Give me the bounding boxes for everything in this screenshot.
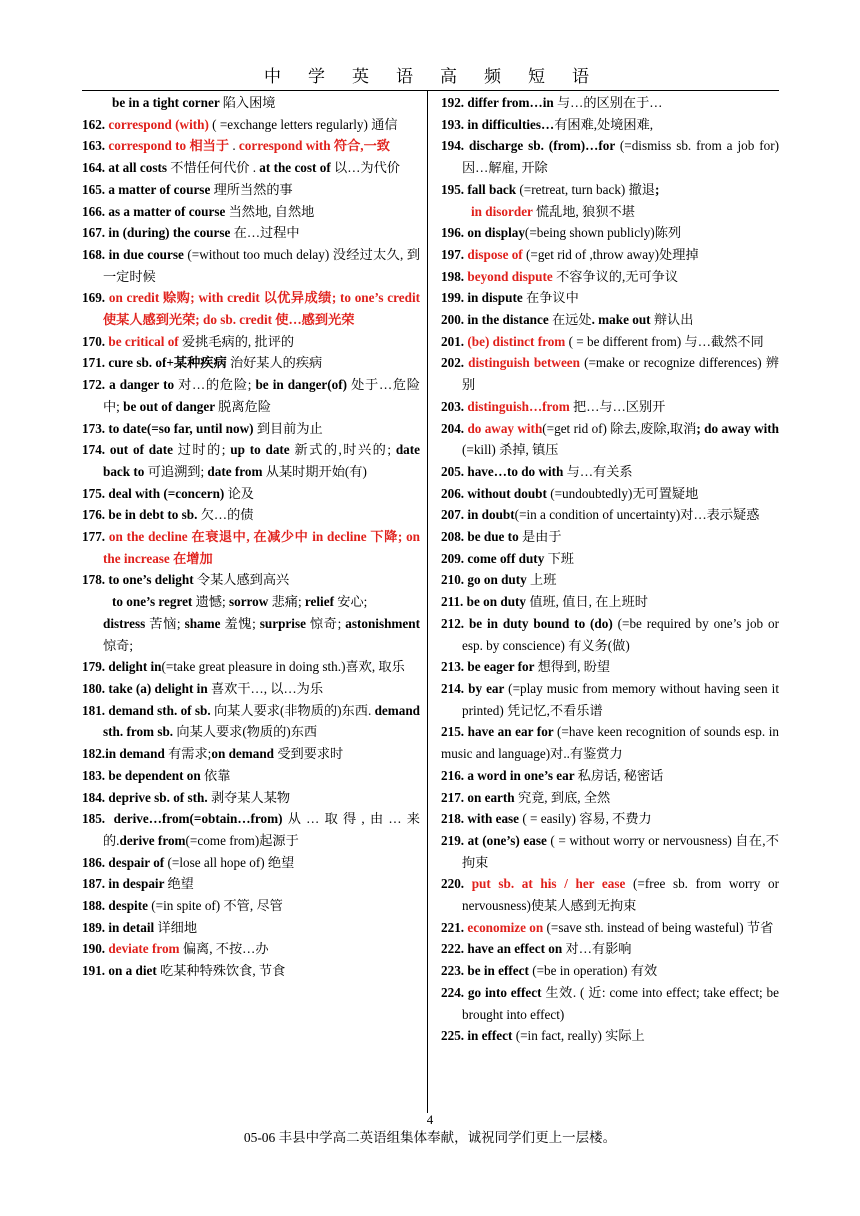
phrase-term: 186. despair of	[82, 854, 168, 870]
phrase-entry	[82, 591, 420, 613]
phrase-entry	[82, 244, 420, 287]
phrase-term: 199. in dispute	[441, 290, 527, 306]
phrase-term: 215. have an ear for	[441, 724, 558, 740]
phrase-highlight: in disorder	[471, 203, 536, 219]
phrase-entry	[441, 656, 779, 678]
phrase-term: 224. go into effect	[441, 984, 546, 1000]
phrase-entry	[82, 504, 420, 526]
phrase-term: 196. on display	[441, 225, 525, 241]
phrase-meaning: (=without too much delay) 没经过太久, 到一定时候	[103, 246, 421, 284]
phrase-meaning: (=get rid of) 除去,废除,取消	[542, 420, 697, 436]
phrase-highlight: on credit 赊购; with credit 以优异成绩; to one’s credit 使某人感到光荣; do sb. credit 使…感到光荣	[103, 290, 421, 328]
phrase-meaning: 辩认出	[653, 312, 694, 328]
phrase-entry	[82, 114, 420, 136]
phrase-term: 216. a word in one’s ear	[441, 767, 578, 783]
phrase-meaning: 生效. ( 近: come into effect; take effect; be brought into effect)	[462, 984, 780, 1022]
phrase-entry	[82, 92, 420, 114]
phrase-highlight: (be) distinct from	[467, 333, 569, 349]
phrase-meaning: 值班, 值日, 在上班时	[529, 594, 648, 610]
phrase-term: 163.	[82, 138, 109, 154]
phrase-entry	[441, 179, 779, 201]
phrase-meaning: 有困难,处境困难,	[554, 116, 654, 132]
phrase-meaning: (=lose all hope of) 绝望	[167, 854, 295, 870]
phrase-term: date back to	[103, 442, 421, 479]
phrase-meaning: (=take great pleasure in doing sth.)喜欢, 取乐	[161, 659, 405, 675]
phrase-highlight: be critical of	[108, 333, 182, 349]
page-number: 4	[426, 1112, 434, 1127]
phrase-list-left	[82, 92, 420, 982]
phrase-entry	[82, 135, 420, 157]
phrase-meaning: 是由于	[521, 529, 562, 545]
phrase-meaning: 剥夺某人某物	[210, 789, 291, 805]
phrase-term: 171. cure sb. of+某种疾病	[82, 355, 230, 371]
phrase-term: 183. be dependent on	[82, 767, 205, 783]
phrase-term: 164. at all costs	[82, 160, 171, 176]
phrase-term: be out of danger	[123, 398, 219, 414]
phrase-term: at the cost of	[259, 160, 335, 176]
phrase-term: 185. derive…from(=obtain…from)	[82, 811, 283, 827]
phrase-meaning: 在…过程中	[233, 225, 300, 241]
phrase-entry	[82, 917, 420, 939]
phrase-meaning: 喜欢干…, 以…为乐	[210, 680, 324, 696]
footer-note: 05-06 丰县中学高二英语组集体奉献，诚祝同学们更上一层楼。	[243, 1130, 617, 1145]
phrase-entry	[82, 157, 420, 179]
phrase-meaning: (=kill) 杀掉, 镇压	[462, 442, 559, 458]
phrase-meaning: (=free sb. from worry or nervousness)使某人感到无拘束	[462, 876, 779, 914]
phrase-term: 222. have an effect on	[441, 941, 566, 957]
phrase-meaning: 处于…危险中;	[103, 377, 420, 414]
phrase-meaning: .	[229, 138, 239, 154]
phrase-meaning: (=in a condition of uncertainty)对…表示疑惑	[514, 507, 760, 523]
phrase-entry	[82, 222, 420, 244]
phrase-entry	[441, 244, 779, 266]
phrase-highlight: 在增加	[173, 550, 213, 566]
phrase-meaning: 受到要求时	[277, 746, 344, 762]
phrase-entry	[82, 483, 420, 505]
phrase-entry	[441, 982, 779, 1025]
phrase-term: 188. despite	[82, 898, 152, 914]
phrase-term: 221.	[441, 919, 468, 935]
phrase-highlight: on the decline	[108, 529, 192, 545]
phrase-highlight: distinguish between	[468, 355, 585, 371]
phrase-entry	[441, 787, 779, 809]
phrase-term: . make out	[591, 312, 654, 328]
phrase-meaning: ( =exchange letters regularly) 通信	[212, 116, 398, 132]
phrase-highlight: 在衰退中, 在减少中 in decline	[191, 529, 371, 545]
phrase-term: 201.	[441, 333, 468, 349]
phrase-term: ;	[655, 181, 660, 197]
phrase-term: 162.	[82, 116, 109, 132]
phrase-highlight: put sb. at his / her ease	[471, 876, 633, 892]
phrase-entry	[441, 504, 779, 526]
phrase-term: 175. deal with (=concern)	[82, 485, 228, 501]
phrase-meaning: 向某人要求(非物质的)东西.	[213, 702, 375, 718]
phrase-term: 182.in demand	[82, 746, 169, 762]
phrase-term: 195. fall back	[441, 181, 520, 197]
phrase-term: 213. be eager for	[441, 659, 538, 675]
phrase-entry	[82, 439, 420, 482]
phrase-entry	[82, 352, 420, 374]
phrase-term: 208. be due to	[441, 529, 522, 545]
phrase-term: 181. demand sth. of sb.	[82, 702, 214, 718]
phrase-entry	[441, 569, 779, 591]
phrase-entry	[441, 938, 779, 960]
phrase-meaning: 依靠	[204, 767, 231, 783]
phrase-entry	[441, 873, 779, 916]
phrase-term: 184. deprive sb. of sth.	[82, 789, 211, 805]
phrase-entry	[82, 938, 420, 960]
phrase-entry	[441, 613, 779, 656]
phrase-meaning: (=in fact, really) 实际上	[515, 1028, 645, 1044]
phrase-entry	[82, 678, 420, 700]
phrase-meaning: (=have keen recognition of sounds esp. in music and language)对..有鉴赏力	[441, 724, 780, 762]
phrase-term: 193. in difficulties…	[441, 116, 555, 132]
phrase-term: 217. on earth	[441, 789, 518, 805]
phrase-meaning: (=come from)起源于	[185, 832, 299, 848]
phrase-entry	[441, 591, 779, 613]
phrase-meaning: 论及	[227, 485, 254, 501]
phrase-meaning: 从某时期开始(有)	[265, 463, 367, 479]
phrase-term: 179. delight in	[82, 659, 162, 675]
phrase-entry	[441, 352, 779, 395]
phrase-term: 180. take (a) delight in	[82, 680, 211, 696]
phrase-highlight: 符合,一致	[333, 138, 390, 154]
phrase-entry	[82, 765, 420, 787]
phrase-term: 209. come off duty	[441, 550, 548, 566]
phrase-term: shame	[184, 615, 225, 631]
phrase-entry	[441, 678, 779, 721]
phrase-term: 177.	[82, 529, 109, 545]
phrase-term: date from	[207, 463, 266, 479]
phrase-term: 223. be in effect	[441, 963, 533, 979]
phrase-term: 197.	[441, 246, 468, 262]
phrase-entry	[441, 960, 779, 982]
phrase-meaning: 私房话, 秘密话	[577, 767, 664, 783]
phrase-meaning: 向某人要求(物质的)东西	[176, 724, 318, 740]
phrase-entry	[441, 917, 779, 939]
phrase-meaning: 想得到, 盼望	[537, 659, 611, 675]
phrase-highlight: correspond (with)	[108, 116, 213, 132]
phrase-term: ; do away with	[696, 420, 780, 436]
phrase-term: 187. in despair	[82, 876, 168, 892]
phrase-meaning: 欠…的债	[200, 507, 254, 523]
phrase-meaning: 详细地	[157, 919, 198, 935]
phrase-term: 218. with ease	[441, 811, 523, 827]
phrase-highlight: correspond to 相当于	[108, 138, 230, 154]
phrase-term: 176. be in debt to sb.	[82, 507, 201, 523]
phrase-entry	[441, 808, 779, 830]
phrase-entry	[82, 960, 420, 982]
phrase-term: 169.	[82, 290, 109, 306]
phrase-term: 172. a danger to	[82, 377, 179, 393]
phrase-highlight: distinguish…from	[467, 398, 574, 414]
phrase-meaning: 羞愧;	[224, 615, 260, 631]
phrase-entry	[441, 287, 779, 309]
phrase-meaning: 惊奇;	[309, 615, 346, 631]
phrase-meaning: 新式的,时兴的;	[294, 442, 396, 458]
phrase-meaning: 在争议中	[526, 290, 579, 306]
phrase-meaning: (=be required by one’s job or esp. by conscience) 有义务(做)	[462, 615, 780, 653]
phrase-term: astonishment	[345, 615, 420, 631]
phrase-meaning: 把…与…区别开	[573, 398, 666, 414]
page-header-title: 中学英语高频短语	[264, 67, 616, 87]
phrase-term: 173. to date(=so far, until now)	[82, 420, 257, 436]
phrase-entry	[82, 331, 420, 353]
phrase-entry	[82, 201, 420, 223]
phrase-entry	[441, 548, 779, 570]
phrase-entry	[441, 92, 779, 114]
phrase-term: 165. a matter of course	[82, 181, 214, 197]
phrase-meaning: (=save sth. instead of being wasteful) 节省	[546, 919, 774, 935]
phrase-entry	[441, 266, 779, 288]
phrase-term: derive from	[119, 832, 186, 848]
phrase-entry	[441, 1025, 779, 1047]
phrase-meaning: 理所当然的事	[213, 181, 293, 197]
phrase-entry	[82, 287, 420, 330]
phrase-entry	[441, 483, 779, 505]
phrase-entry	[82, 613, 420, 656]
phrase-meaning: 绝望	[167, 876, 194, 892]
phrase-meaning: ( = easily) 容易, 不费力	[522, 811, 652, 827]
phrase-entry	[441, 418, 779, 461]
phrase-term: 200. in the distance	[441, 312, 552, 328]
phrase-term: 212. be in duty bound to (do)	[441, 615, 618, 631]
phrase-entry	[441, 309, 779, 331]
phrase-meaning: 惊奇;	[103, 637, 134, 653]
phrase-term: 170.	[82, 333, 109, 349]
phrase-meaning: (=play music from memory without having seen it printed) 凭记忆,不看乐谱	[462, 680, 779, 718]
phrase-highlight: beyond dispute	[467, 268, 557, 284]
phrase-entry	[82, 787, 420, 809]
phrase-meaning: 可追溯到;	[147, 463, 208, 479]
phrase-meaning: 苦恼;	[149, 615, 185, 631]
phrase-meaning: 爱挑毛病的, 批评的	[181, 333, 295, 349]
phrase-highlight: 下降; on the increase	[103, 529, 421, 566]
phrase-entry	[82, 873, 420, 895]
phrase-term: 191. on a diet	[82, 963, 161, 979]
phrase-meaning: 在远处	[552, 312, 592, 328]
phrase-meaning: 安心;	[337, 594, 368, 610]
phrase-meaning: 对…的危险;	[178, 377, 256, 393]
phrase-term: 214. by ear	[441, 680, 509, 696]
phrase-term: relief	[304, 594, 338, 610]
phrase-meaning: 不容争议的,无可争议	[556, 268, 679, 284]
phrase-meaning: 下班	[547, 550, 574, 566]
phrase-entry	[82, 179, 420, 201]
phrase-term: 205. have…to do with	[441, 463, 567, 479]
phrase-term: 190.	[82, 941, 109, 957]
phrase-entry	[82, 808, 420, 851]
phrase-meaning: (=dismiss sb. from a job for) 因…解雇, 开除	[462, 138, 779, 176]
phrase-meaning: 以…为代价	[334, 160, 400, 176]
header-divider	[82, 90, 779, 91]
phrase-term: distress	[103, 615, 150, 631]
phrase-term: 203.	[441, 398, 468, 414]
phrase-entry	[82, 743, 420, 765]
phrase-term: surprise	[259, 615, 310, 631]
phrase-entry	[82, 700, 420, 743]
phrase-meaning: ( = be different from) 与…截然不同	[568, 333, 764, 349]
phrase-meaning: 不惜任何代价 .	[170, 160, 260, 176]
phrase-term: 194. discharge sb. (from)…for	[441, 138, 620, 154]
column-divider	[427, 91, 428, 1113]
phrase-entry	[441, 526, 779, 548]
phrase-meaning: 究竟, 到底, 全然	[517, 789, 611, 805]
phrase-term: sorrow	[228, 594, 272, 610]
phrase-term: 204.	[441, 420, 468, 436]
phrase-entry	[441, 721, 779, 764]
phrase-term: 207. in doubt	[441, 507, 515, 523]
phrase-term: 202.	[441, 355, 469, 371]
phrase-meaning: 治好某人的疾病	[229, 355, 323, 371]
phrase-meaning: (=retreat, turn back) 撤退	[519, 181, 655, 197]
phrase-term: to one’s regret	[112, 594, 196, 610]
phrase-entry	[82, 569, 420, 591]
phrase-entry	[441, 396, 779, 418]
phrase-meaning: 令某人感到高兴	[196, 572, 290, 588]
phrase-meaning: 陷入困境	[222, 95, 276, 110]
phrase-term: demand sth. from sb.	[103, 702, 420, 740]
phrase-term: 168. in due course	[82, 246, 188, 262]
phrase-meaning: 对…有影响	[565, 941, 632, 957]
phrase-meaning: 与…有关系	[566, 463, 633, 479]
phrase-meaning: 慌乱地, 狼狈不堪	[535, 203, 635, 219]
phrase-list-right	[441, 92, 779, 1047]
phrase-term: 167. in (during) the course	[82, 225, 234, 241]
phrase-entry	[82, 418, 420, 440]
phrase-term: 225. in effect	[441, 1028, 516, 1044]
phrase-entry	[441, 201, 779, 223]
phrase-meaning: (=get rid of ,throw away)处理掉	[526, 246, 699, 262]
phrase-term: be in danger(of)	[255, 377, 352, 393]
phrase-meaning: 悲痛;	[271, 594, 305, 610]
phrase-meaning: 当然地, 自然地	[228, 203, 315, 219]
phrase-meaning: (=being shown publicly)陈列	[524, 225, 682, 241]
phrase-entry	[441, 830, 779, 873]
phrase-entry	[82, 526, 420, 569]
phrase-term: 192. differ from…in	[441, 95, 557, 110]
phrase-term: 219. at (one’s) ease	[441, 832, 551, 848]
phrase-highlight: do away with	[467, 420, 543, 436]
phrase-entry	[441, 135, 779, 178]
phrase-meaning: 过时的;	[177, 442, 231, 458]
phrase-term: 189. in detail	[82, 919, 158, 935]
phrase-term: 211. be on duty	[441, 594, 530, 610]
phrase-term: up to date	[230, 442, 295, 458]
phrase-meaning: 与…的区别在于…	[557, 95, 663, 110]
phrase-entry	[441, 461, 779, 483]
phrase-term: on demand	[211, 746, 278, 762]
phrase-term: 206. without doubt	[441, 485, 551, 501]
phrase-term: 166. as a matter of course	[82, 203, 229, 219]
phrase-highlight: correspond with	[238, 138, 334, 154]
phrase-term: 198.	[441, 268, 468, 284]
phrase-entry	[441, 765, 779, 787]
phrase-entry	[441, 222, 779, 244]
phrase-entry	[82, 852, 420, 874]
phrase-meaning: 偏离, 不按…办	[182, 941, 269, 957]
phrase-highlight: deviate from	[108, 941, 183, 957]
phrase-entry	[441, 331, 779, 353]
phrase-meaning: 从…取得,由…来的.	[103, 811, 420, 848]
phrase-entry	[441, 114, 779, 136]
phrase-entry	[82, 895, 420, 917]
phrase-term: 220.	[441, 876, 472, 892]
phrase-term: 178. to one’s delight	[82, 572, 197, 588]
phrase-entry	[82, 656, 420, 678]
phrase-meaning: ( = without worry or nervousness) 自在,不拘束	[462, 832, 779, 870]
phrase-term: 210. go on duty	[441, 572, 531, 588]
phrase-highlight: economize on	[467, 919, 547, 935]
phrase-highlight: dispose of	[467, 246, 526, 262]
phrase-meaning: 吃某种特殊饮食, 节食	[160, 963, 286, 979]
phrase-meaning: (=be in operation) 有效	[532, 963, 658, 979]
phrase-meaning: (=undoubtedly)无可置疑地	[550, 485, 699, 501]
phrase-entry	[82, 374, 420, 417]
phrase-meaning: (=make or recognize differences) 辨别	[462, 355, 779, 393]
phrase-meaning: 上班	[530, 572, 557, 588]
phrase-meaning: 遗憾;	[195, 594, 229, 610]
phrase-term: 174. out of date	[82, 442, 178, 458]
phrase-meaning: 到目前为止	[256, 420, 323, 436]
phrase-meaning: 脱离危险	[218, 398, 271, 414]
phrase-meaning: 有需求;	[168, 746, 212, 762]
phrase-meaning: (=in spite of) 不管, 尽管	[151, 898, 283, 914]
phrase-term: be in a tight corner	[112, 95, 223, 110]
